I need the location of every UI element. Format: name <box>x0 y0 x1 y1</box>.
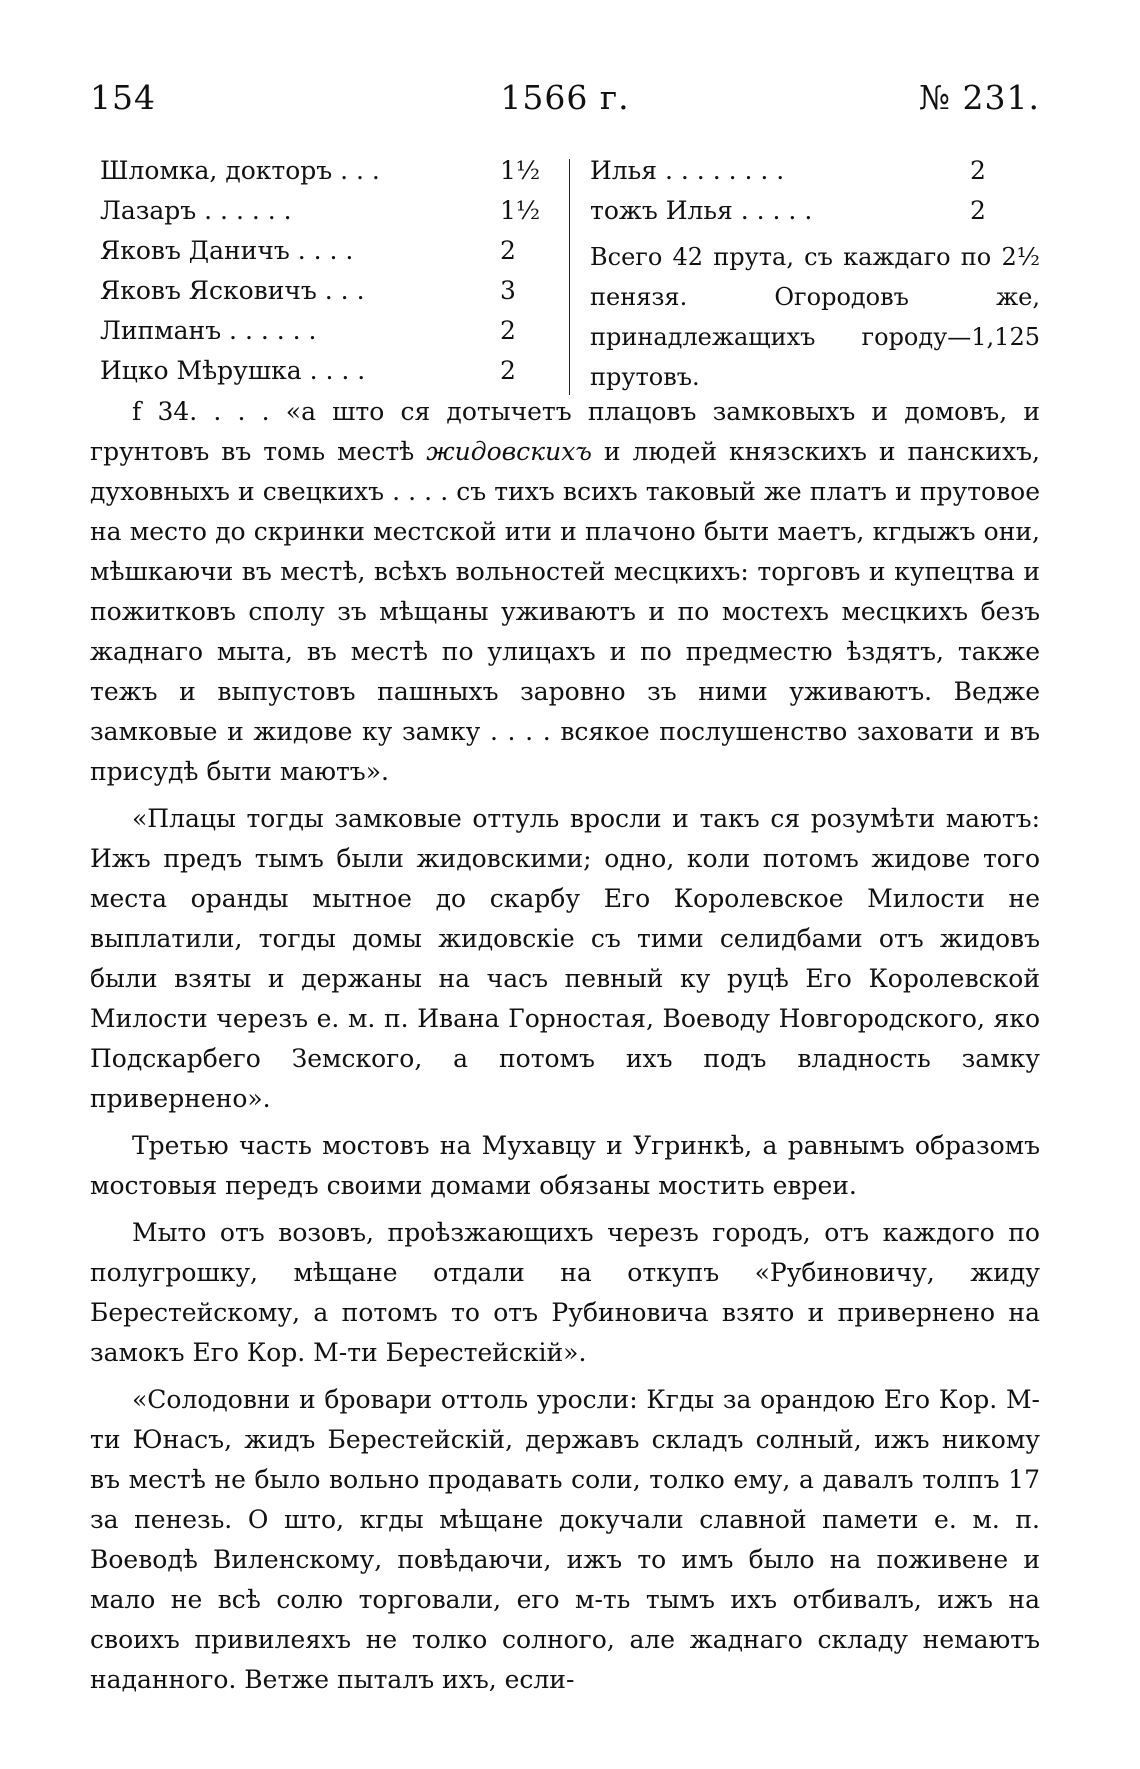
list-item-value: 2 <box>500 316 516 345</box>
right-list-column <box>590 151 1040 397</box>
paragraph: «Плацы тогды замковые оттуль вросли и такъ ся розумѣти маютъ: Ижъ предъ тымъ были жидовскими; одно, коли потомъ жидове того места оранды мытное до скарбу Его Королевское Милости не выплатили, тогды домы жидовскіе съ тими селидбами отъ жидовъ были взяты и держаны на часъ певный ку руцѣ Его Королевской Милости черезъ е. м. п. Ивана Горностая, Воеводу Новгородского, яко Подскарбего Земского, а потомъ ихъ подъ владность замку привернено». <box>90 804 1040 1113</box>
document-number: № 231. <box>918 78 1040 117</box>
emphasis-text: жидовскихъ <box>426 437 592 466</box>
list-item <box>100 311 540 351</box>
list-item <box>100 271 540 311</box>
document-page <box>90 0 1040 1769</box>
list-item-name: Илья . . . . . . . . <box>590 156 785 185</box>
page-number: 154 <box>90 78 156 117</box>
paragraph-text: и людей князскихъ и панскихъ, духовныхъ и свецкихъ . . . . съ тихъ всихъ таковый же платъ и прутовое на место до скринки местской ити и плачоно быти маетъ, кгдыжъ они, мѣшкаючи въ местѣ, всѣхъ вольностей месцкихъ: торговъ и купецтва и пожитковъ сполу зъ мѣщаны уживаютъ и по мостехъ месцкихъ безъ жаднаго мыта, въ местѣ по улицахъ и по предместю ѣздятъ, также тежъ и выпустовъ пашныхъ заровно зъ ними уживаютъ. Ведже замковые и жидове ку замку . . . . всякое послушенство заховати и въ присудѣ быти маютъ». <box>90 437 1040 786</box>
list-item-name: Липманъ . . . . . . <box>100 316 317 345</box>
list-item <box>100 151 540 191</box>
column-divider <box>569 159 570 395</box>
list-item <box>100 191 540 231</box>
list-item <box>100 231 540 271</box>
list-item-value: 2 <box>500 356 516 385</box>
paragraph: «Солодовни и бровари оттоль уросли: Кгды за орандою Его Кор. М-ти Юнасъ, жидъ Берестейскій, державъ складъ солный, ижъ никому въ местѣ не было вольно продавать соли, толко ему, а давалъ толпъ 17 за пенезь. О што, кгды мѣщане докучали славной памети е. м. п. Воеводѣ Виленскому, повѣдаючи, ижъ то имъ было на поживене и мало не всѣ солю торговали, его м-ть тымъ ихъ отбивалъ, ижъ на своихъ привилеяхъ не толко солного, але жаднаго складу немаютъ наданного. Ветже пыталъ ихъ, если- <box>90 1385 1040 1694</box>
paragraph <box>90 392 1040 792</box>
list-item-name: Яковъ Даничъ . . . . <box>100 236 354 265</box>
list-item-name: Ицко Мѣрушка . . . . <box>100 356 366 385</box>
body-text <box>90 392 1040 1707</box>
list-item-value: 3 <box>500 276 516 305</box>
list-item <box>590 151 1040 191</box>
year-heading: 1566 г. <box>500 78 630 117</box>
list-item-value: 2 <box>970 196 986 225</box>
paragraph-text: f 34. . . . «а што ся дотычетъ плацовъ замковыхъ и домовъ, и грунтовъ въ томь местѣ <box>90 397 1040 466</box>
running-header <box>90 78 1040 128</box>
list-item <box>590 191 1040 231</box>
left-list-column <box>100 151 540 391</box>
list-item-value: 1½ <box>500 196 541 225</box>
paragraph: Третью часть мостовъ на Мухавцу и Угринкѣ, а равнымъ образомъ мостовыя передъ своими домами обязаны мостить евреи. <box>90 1131 1040 1200</box>
list-item-name: Лазаръ . . . . . . <box>100 196 292 225</box>
list-item-value: 2 <box>500 236 516 265</box>
list-item-value: 1½ <box>500 156 541 185</box>
prut-list <box>90 151 1040 391</box>
list-item-name: Шломка, докторъ . . . <box>100 156 380 185</box>
total-note: Всего 42 прута, съ каждаго по 2½ пенязя. Огородовъ же, принадлежащихъ городу—1,125 прутовъ. <box>590 243 1040 391</box>
list-item-value: 2 <box>970 156 986 185</box>
list-item-name: Яковъ Ясковичъ . . . <box>100 276 365 305</box>
list-item-name: тожъ Илья . . . . . <box>590 196 813 225</box>
list-item <box>100 351 540 391</box>
paragraph: Мыто отъ возовъ, проѣзжающихъ черезъ городъ, отъ каждого по полугрошку, мѣщане отдали на откупъ «Рубиновичу, жиду Берестейскому, а потомъ то отъ Рубиновича взято и привернено на замокъ Его Кор. М-ти Берестейскій». <box>90 1218 1040 1367</box>
